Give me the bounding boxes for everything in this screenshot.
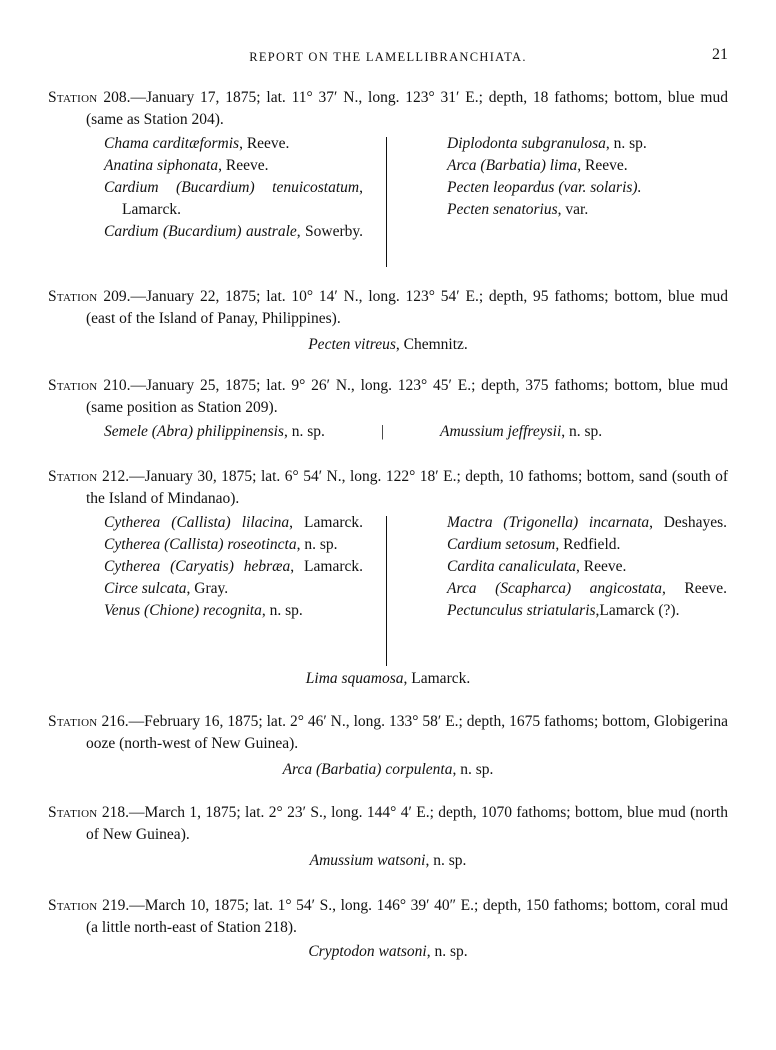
species-entry: Arca (Scapharca) angicostata, Reeve. — [447, 580, 727, 597]
species-entry: Lima squamosa, Lamarck. — [305, 670, 471, 687]
station-details: 212.—January 30, 1875; lat. 6° 54′ N., long. 122° 18′ E.; depth, 10 fathoms; bottom, sand (south of the Island of Mindanao). — [86, 468, 728, 507]
species-columns — [104, 133, 728, 267]
species-entry: Pectunculus striatularis,Lamarck (?). — [447, 602, 680, 619]
species-entry: Circe sulcata, Gray. — [104, 580, 229, 597]
species-column-left — [104, 133, 363, 243]
species-pair — [48, 421, 728, 443]
species-entry: Cryptodon watsoni, n. sp. — [308, 943, 468, 960]
species-column-right — [447, 512, 727, 622]
station-details: 219.—March 10, 1875; lat. 1° 54′ S., long. 146° 39′ 40″ E.; depth, 150 fathoms; bottom, coral mud (a little north-east of Station 218). — [86, 897, 728, 936]
species-column-right — [447, 133, 727, 221]
station-label: Station — [48, 804, 98, 821]
station-details: 218.—March 1, 1875; lat. 2° 23′ S., long. 144° 4′ E.; depth, 1070 fathoms; bottom, blue mud (north of New Guinea). — [86, 804, 728, 843]
species-entry: Cytherea (Callista) lilacina, Lamarck. — [104, 514, 364, 531]
station-label: Station — [48, 89, 98, 106]
station-216 — [48, 711, 728, 781]
column-divider — [386, 516, 387, 666]
station-details: 208.—January 17, 1875; lat. 11° 37′ N., long. 123° 31′ E.; depth, 18 fathoms; bottom, blue mud (same as Station 204). — [86, 89, 728, 128]
station-210-description — [48, 375, 728, 419]
species-entry: Anatina siphonata, Reeve. — [104, 157, 269, 174]
station-label: Station — [48, 897, 98, 914]
species-entry: Semele (Abra) philippinensis, n. sp. — [104, 423, 325, 440]
species-entry: Cardium (Bucardium) australe, Sowerby. — [104, 223, 363, 240]
station-label: Station — [48, 288, 98, 305]
running-title: REPORT ON THE LAMELLIBRANCHIATA. — [249, 50, 527, 64]
station-209 — [48, 286, 728, 356]
station-details: 216.—February 16, 1875; lat. 2° 46′ N., long. 133° 58′ E.; depth, 1675 fathoms; bottom, Globigerina ooze (north-west of New Guinea). — [86, 713, 728, 752]
station-212 — [48, 466, 728, 690]
species-entry: Cytherea (Callista) roseotincta, n. sp. — [104, 536, 338, 553]
species-entry: Cardita canaliculata, Reeve. — [447, 558, 627, 575]
species-entry: Mactra (Trigonella) incarnata, Deshayes. — [447, 514, 727, 531]
station-208 — [48, 87, 728, 267]
species-entry: Amussium watsoni, n. sp. — [309, 852, 467, 869]
station-208-description — [48, 87, 728, 131]
species-entry: Cytherea (Caryatis) hebræa, Lamarck. — [104, 558, 363, 575]
page-header — [48, 44, 728, 68]
species-entry: Cardium (Bucardium) tenuicostatum, Lamarck. — [104, 179, 363, 218]
species-entry: Venus (Chione) recognita, n. sp. — [104, 602, 303, 619]
station-210 — [48, 375, 728, 443]
station-label: Station — [48, 468, 98, 485]
page-number: 21 — [712, 46, 728, 63]
station-209-description — [48, 286, 728, 330]
species-entry: Chama carditæformis, Reeve. — [104, 135, 290, 152]
column-divider: | — [381, 423, 385, 440]
station-details: 209.—January 22, 1875; lat. 10° 14′ N., long. 123° 54′ E.; depth, 95 fathoms; bottom, blue mud (east of the Island of Panay, Philippines). — [86, 288, 728, 327]
species-entry: Pecten senatorius, var. — [447, 201, 589, 218]
station-219 — [48, 895, 728, 963]
station-216-description — [48, 711, 728, 755]
station-218-description — [48, 802, 728, 846]
species-entry: Pecten vitreus, Chemnitz. — [308, 336, 468, 353]
species-column-left — [104, 512, 363, 622]
station-219-description — [48, 895, 728, 939]
species-entry: Amussium jeffreysii, n. sp. — [440, 423, 603, 440]
station-details: 210.—January 25, 1875; lat. 9° 26′ N., long. 123° 45′ E.; depth, 375 fathoms; bottom, blue mud (same position as Station 209). — [86, 377, 728, 416]
species-columns — [104, 512, 728, 668]
station-212-description — [48, 466, 728, 510]
species-entry: Diplodonta subgranulosa, n. sp. — [447, 135, 647, 152]
column-divider — [386, 137, 387, 267]
species-entry: Arca (Barbatia) lima, Reeve. — [447, 157, 628, 174]
species-entry: Cardium setosum, Redfield. — [447, 536, 621, 553]
station-218 — [48, 802, 728, 872]
station-label: Station — [48, 377, 98, 394]
species-entry: Arca (Barbatia) corpulenta, n. sp. — [282, 761, 494, 778]
species-entry: Pecten leopardus (var. solaris). — [447, 179, 642, 196]
station-label: Station — [48, 713, 98, 730]
